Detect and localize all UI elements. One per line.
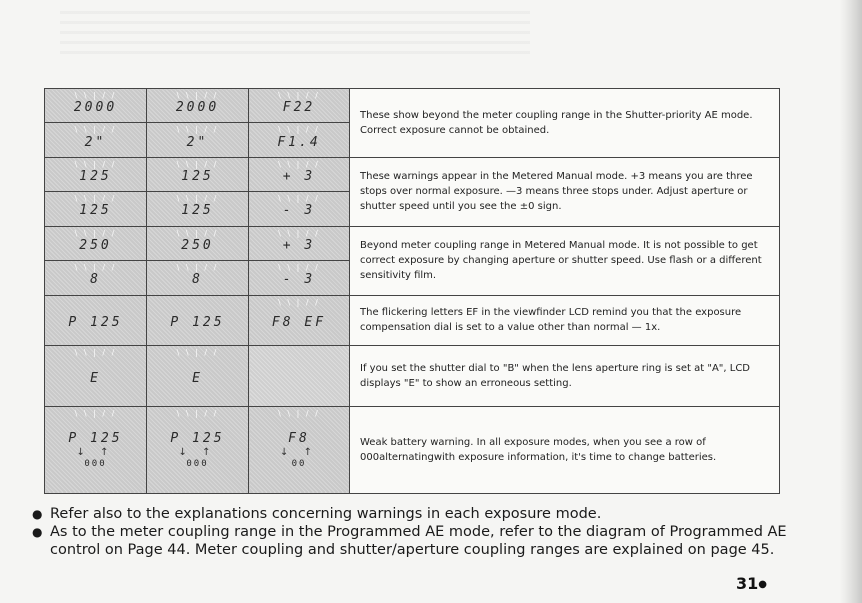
lcd-value: 2000 [175, 100, 220, 116]
lcd-panel: \ \ | / / E [45, 346, 147, 407]
lcd-panel: \ \ | / / 125 [147, 157, 249, 191]
lcd-panel: \ \ | / / 2000 [147, 89, 249, 123]
page-edge-shadow [840, 0, 862, 603]
lcd-value: P 125 [68, 314, 123, 330]
lcd-panel: \ \ | / / 8 [147, 261, 249, 295]
lcd-value: F8 EF [271, 314, 327, 330]
lcd-warning-table [44, 88, 780, 494]
lcd-panel: \ \ | / / + 3 [249, 226, 350, 260]
lcd-panel [147, 295, 249, 346]
lcd-value: 8 [192, 272, 203, 288]
description-cell: These show beyond the meter coupling range in the Shutter-priority AE mode. Correct exposure cannot be obtained. [350, 89, 780, 158]
lcd-panel: \ \ | / / - 3 [249, 192, 350, 226]
note-text: As to the meter coupling range in the Programmed AE mode, refer to the diagram of Programmed AE control on Page 44. Meter coupling and shutter/aperture coupling ranges are explained on page 45. [50, 524, 787, 558]
lcd-panel: \ \ | / / 2000 [45, 89, 147, 123]
bullet-icon: ● [32, 507, 43, 521]
lcd-value: 000 [84, 458, 107, 469]
lcd-value: F22 [282, 100, 316, 116]
lcd-value: 250 [181, 237, 214, 253]
notes-list [32, 505, 792, 559]
table-row [45, 226, 780, 260]
lcd-panel: \ \ | / / F22 [249, 89, 350, 123]
description-cell: Beyond meter coupling range in Metered Manual mode. It is not possible to get correct exposure by changing aperture or shutter speed. Use flash or a different sensitivity film. [350, 226, 780, 295]
lcd-value: + 3 [282, 169, 316, 185]
lcd-value: 125 [181, 169, 214, 185]
description-cell: Weak battery warning. In all exposure modes, when you see a row of 000alternatingwith exposure information, it's time to change batteries. [350, 406, 780, 493]
lcd-panel: \ \ | / / 250 [147, 226, 249, 260]
table-row [45, 346, 780, 407]
lcd-value: P 125 [68, 430, 123, 446]
lcd-panel: \ \ | / / 8 [45, 261, 147, 295]
lcd-panel: \ \ | / / E [147, 346, 249, 407]
table-row [45, 295, 780, 346]
page-number-value: 31 [736, 574, 759, 593]
note-text: Refer also to the explanations concerning warnings in each exposure mode. [50, 506, 602, 522]
lcd-value: P 125 [170, 430, 225, 446]
lcd-value: F1.4 [277, 134, 321, 150]
lcd-value: E [192, 370, 203, 386]
alternating-arrows-icon: ↓ ↑ [280, 446, 318, 458]
lcd-value: 8 [90, 272, 101, 288]
lcd-panel-blank [249, 346, 350, 407]
lcd-value: 250 [79, 237, 112, 253]
list-item [32, 505, 792, 523]
lcd-panel: \ \ | / / P 125 ↓ ↑ 000 [147, 406, 249, 493]
lcd-value: 125 [79, 203, 112, 219]
lcd-panel: \ \ | / / P 125 ↓ ↑ 000 [45, 406, 147, 493]
lcd-value: F8 [288, 430, 310, 446]
lcd-value: 125 [79, 169, 112, 185]
alternating-arrows-icon: ↓ ↑ [178, 446, 217, 458]
lcd-value: 000 [186, 458, 209, 469]
lcd-value: E [90, 370, 101, 386]
lcd-panel: \ \ | / / 125 [45, 192, 147, 226]
list-item [32, 523, 792, 559]
lcd-value: + 3 [282, 237, 316, 253]
lcd-panel: \ \ | / / 2" [147, 123, 249, 157]
lcd-panel: \ \ | / / 125 [45, 157, 147, 191]
page-number [736, 574, 767, 593]
alternating-arrows-icon: ↓ ↑ [76, 446, 115, 458]
bullet-icon: ● [758, 579, 767, 590]
lcd-value: 00 [291, 458, 307, 469]
description-cell: The flickering letters EF in the viewfinder LCD remind you that the exposure compensation dial is set to a value other than normal — 1x. [350, 295, 780, 346]
lcd-panel: \ \ | / / F8 ↓ ↑ 00 [249, 406, 350, 493]
faint-bleedthrough [60, 6, 530, 54]
lcd-value: 2" [84, 134, 107, 150]
lcd-value: 2000 [73, 100, 118, 116]
lcd-value: 2" [186, 134, 209, 150]
description-cell: If you set the shutter dial to "B" when the lens aperture ring is set at "A", LCD displays "E" to show an erroneous setting. [350, 346, 780, 407]
lcd-value: P 125 [170, 314, 225, 330]
lcd-panel: \ \ | / / F1.4 [249, 123, 350, 157]
lcd-panel: \ \ | / / + 3 [249, 157, 350, 191]
lcd-panel: \ \ | / / 2" [45, 123, 147, 157]
lcd-panel: \ \ | / / F8 EF [249, 295, 350, 346]
table-row [45, 157, 780, 191]
lcd-panel: \ \ | / / - 3 [249, 261, 350, 295]
bullet-icon: ● [32, 525, 43, 539]
lcd-panel [45, 295, 147, 346]
lcd-value: 125 [181, 203, 214, 219]
description-cell: These warnings appear in the Metered Manual mode. +3 means you are three stops over normal exposure. —3 means three stops under. Adjust aperture or shutter speed until you see the ±0 sign. [350, 157, 780, 226]
lcd-panel: \ \ | / / 125 [147, 192, 249, 226]
lcd-value: - 3 [282, 203, 316, 219]
table-row [45, 406, 780, 493]
table-row [45, 89, 780, 123]
lcd-value: - 3 [282, 272, 316, 288]
lcd-panel: \ \ | / / 250 [45, 226, 147, 260]
